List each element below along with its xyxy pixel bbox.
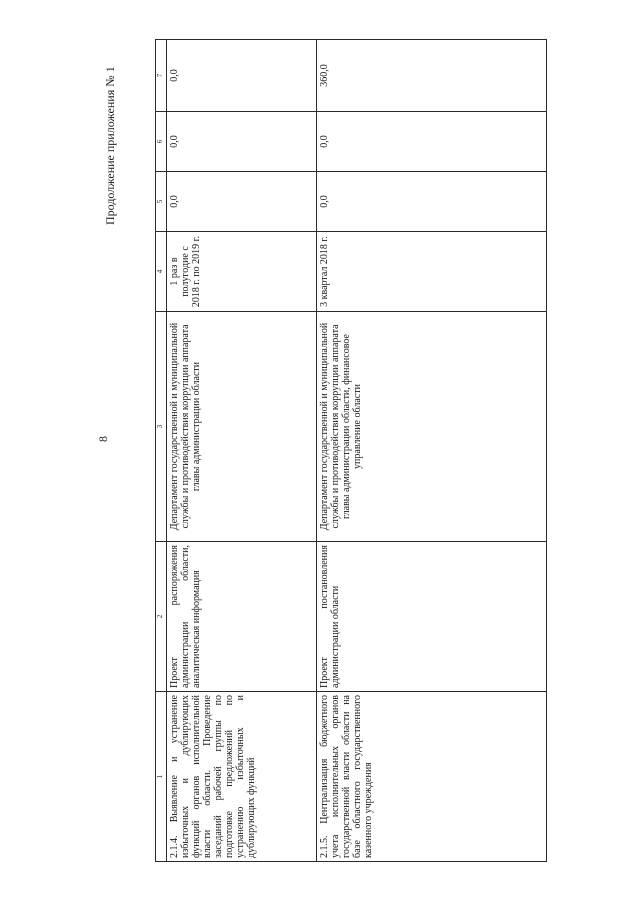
value-cell-6: 0,0 [317, 112, 547, 172]
value-cell-5: 0,0 [167, 172, 317, 232]
column-number: 1 [156, 692, 167, 862]
table-row [167, 40, 317, 862]
value-cell-7: 360,0 [317, 40, 547, 112]
measure-cell: 2.1.5. Централизация бюджетного учета исполнительных органов государственной власти области на базе областного государственного казенного учреждения [317, 692, 547, 862]
column-number-row [156, 40, 167, 862]
term-cell: 1 раз в полугодие с 2018 г. по 2019 г. [167, 232, 317, 312]
result-cell: Проект распоряжения администрации области, аналитическая информация [167, 542, 317, 692]
column-number: 4 [156, 232, 167, 312]
term-cell: 3 квартал 2018 г. [317, 232, 547, 312]
result-cell: Проект постановления администрации области [317, 542, 547, 692]
page-number: 8 [96, 436, 110, 442]
measures-table-rotated [155, 40, 547, 862]
executor-cell: Департамент государственной и муниципальной службы и противодействия коррупции аппарата главы администрации области [167, 312, 317, 542]
value-cell-6: 0,0 [167, 112, 317, 172]
value-cell-7: 0,0 [167, 40, 317, 112]
value-cell-5: 0,0 [317, 172, 547, 232]
measure-cell: 2.1.4. Выявление и устранение избыточных и дублирующих функций органов исполнительной власти области. Проведение заседаний рабочей группы по подготовке предложений по устранению избыточных и дублирующих функций [167, 692, 317, 862]
column-number: 2 [156, 542, 167, 692]
column-number: 5 [156, 172, 167, 232]
executor-cell: Департамент государственной и муниципальной службы и противодействия коррупции аппарата главы администрации области, финансовое управление области [317, 312, 547, 542]
table-row [317, 40, 547, 862]
column-number: 3 [156, 312, 167, 542]
column-number: 7 [156, 40, 167, 112]
appendix-caption: Продолжение приложения № 1 [103, 66, 117, 225]
measures-table [155, 39, 547, 862]
column-number: 6 [156, 112, 167, 172]
